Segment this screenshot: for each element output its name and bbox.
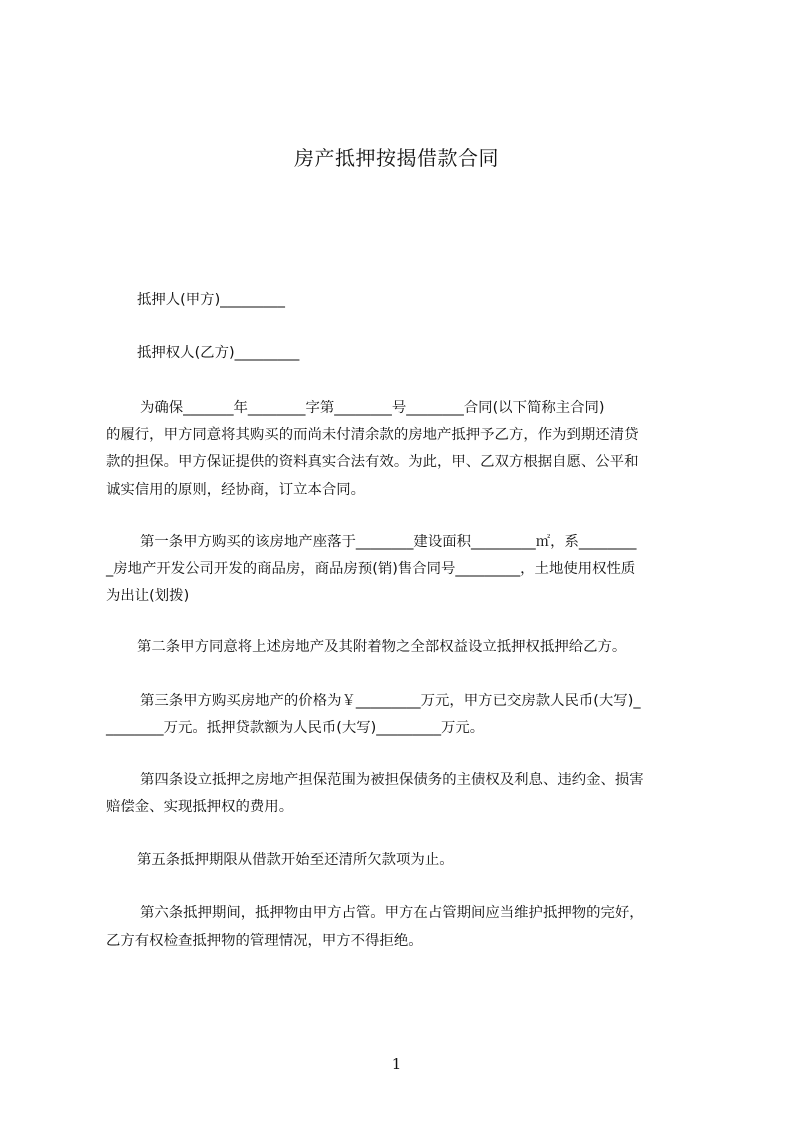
paragraph-line: 款的担保。甲方保证提供的资料真实合法有效。为此，甲、乙双方根据自愿、公平和: [106, 454, 639, 470]
page-number: 1: [391, 1055, 402, 1073]
party-b-line: 抵押权人(乙方)_________: [137, 345, 300, 361]
paragraph-line: 赔偿金、实现抵押权的费用。: [106, 799, 294, 815]
paragraph-line: 诚实信用的原则，经协商，订立本合同。: [106, 482, 366, 498]
paragraph-line: 第一条甲方购买的该房地产座落于________建设面积_________㎡，系________: [140, 534, 637, 550]
paragraph-line: 第三条甲方购买房地产的价格为￥_________万元，甲方已交房款人民币(大写)_: [140, 693, 641, 709]
paragraph-line: 第四条设立抵押之房地产担保范围为被担保债务的主债权及利息、违约金、损害: [140, 772, 644, 788]
paragraph-line: 第六条抵押期间，抵押物由甲方占管。甲方在占管期间应当维护抵押物的完好，: [140, 905, 644, 921]
paragraph-line: 乙方有权检查抵押物的管理情况，甲方不得拒绝。: [106, 933, 423, 949]
document-title: 房产抵押按揭借款合同: [294, 146, 499, 170]
paragraph-line: _房地产开发公司开发的商品房，商品房预(销)售合同号_________，土地使用权性质: [106, 561, 636, 577]
paragraph-line: 的履行，甲方同意将其购买的而尚未付清余款的房地产抵押予乙方，作为到期还清贷: [106, 427, 639, 443]
party-a-line: 抵押人(甲方)_________: [137, 292, 285, 308]
paragraph-line: 第二条甲方同意将上述房地产及其附着物之全部权益设立抵押权抵押给乙方。: [137, 639, 627, 655]
paragraph-line: 为出让(划拨): [106, 588, 190, 604]
paragraph-line: 第五条抵押期限从借款开始至还清所欠款项为止。: [137, 852, 454, 868]
paragraph-line: 为确保_______年________字第________号________合同(以下简称主合同): [140, 400, 605, 416]
paragraph-line: ________万元。抵押贷款额为人民币(大写)_________万元。: [106, 720, 485, 736]
